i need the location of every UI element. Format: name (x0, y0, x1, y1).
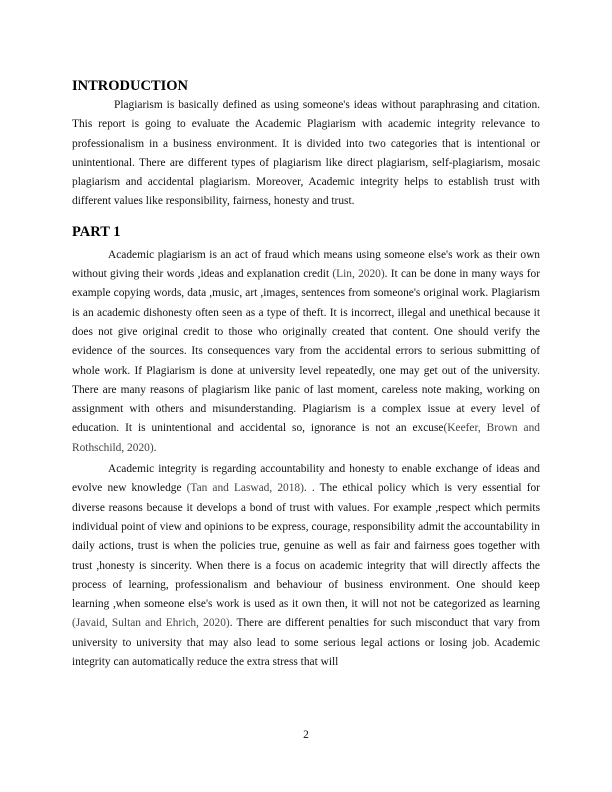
p1-text-a: Academic plagiarism is an act of fraud which means using someone else's work as their own without giving their words ,ideas and explanation credit (72, 248, 540, 281)
document-page (72, 76, 540, 672)
p2-text-a: Academic integrity is regarding accountability and honesty to enable exchange of ideas and evolve new knowledge (72, 463, 540, 495)
p2-text-b: . . The ethical policy which is very essential for diverse reasons because it develops a bond of trust with values. For example ,respect which permits individual point of view and opinions to be express, courage, responsibility admit the accountability in daily actions, trust is when the policies true, genuine as well as fair and fairness goes together with trust ,honesty is sincerity. When there is a focus on academic integrity that will directly affects the process of learning, professionalism and behaviour of business environment. One should keep learning ,when someone else's work is used as it own then, it will not not be categorized as learning (72, 482, 540, 611)
intro-heading: INTRODUCTION (72, 78, 189, 94)
p2-text-c: . There are different penalties for such misconduct that vary from university to university that may also lead to some serious legal actions or losing job. Academic integrity can automatically reduce the extra stress that will (72, 617, 540, 669)
citation-lin: (Lin, 2020) (332, 268, 385, 281)
intro-paragraph: Plagiarism is basically defined as using someone's ideas without paraphrasing and citation. This report is going to evaluate the Academic Plagiarism with academic integrity relevance to professionalism in a business environment. It is divided into two categories that is intentional or unintentional. There are different types of plagiarism like direct plagiarism, self-plagiarism, mosaic plagiarism and accidental plagiarism. Moreover, Academic integrity helps to establish trust with different values like responsibility, fairness, honesty and trust. (72, 99, 540, 208)
p1-text-c: . (153, 441, 157, 454)
citation-javaid: (Javaid, Sultan and Ehrich, 2020) (72, 617, 230, 630)
part1-paragraph-1 (72, 246, 540, 458)
p1-text-b: . It can be done in many ways for example copying words, data ,music, art ,images, sentences from someone's original work. Plagiarism is an academic dishonesty often seen as a type of theft. It is incorrect, illegal and unethical because it does not give original credit to those who originally created that content. One should verify the evidence of the sources. Its consequences vary from the accidental errors to serious submitting of whole work. If Plagiarism is done at university level repeatedly, one may get out of the university. There are many reasons of plagiarism like panic of last moment, careless note making, working on assignment with others and misunderstanding. Plagiarism is a complex issue at every level of education. It is unintentional and accidental so, ignorance is not an excuse (72, 268, 540, 435)
page-number: 2 (303, 729, 309, 741)
part1-paragraph-2 (72, 460, 540, 672)
citation-keefer: (Keefer, Brown and Rothschild, 2020) (72, 422, 540, 454)
citation-tan: (Tan and Laswad, 2018) (186, 482, 304, 495)
part1-heading: PART 1 (72, 223, 121, 240)
